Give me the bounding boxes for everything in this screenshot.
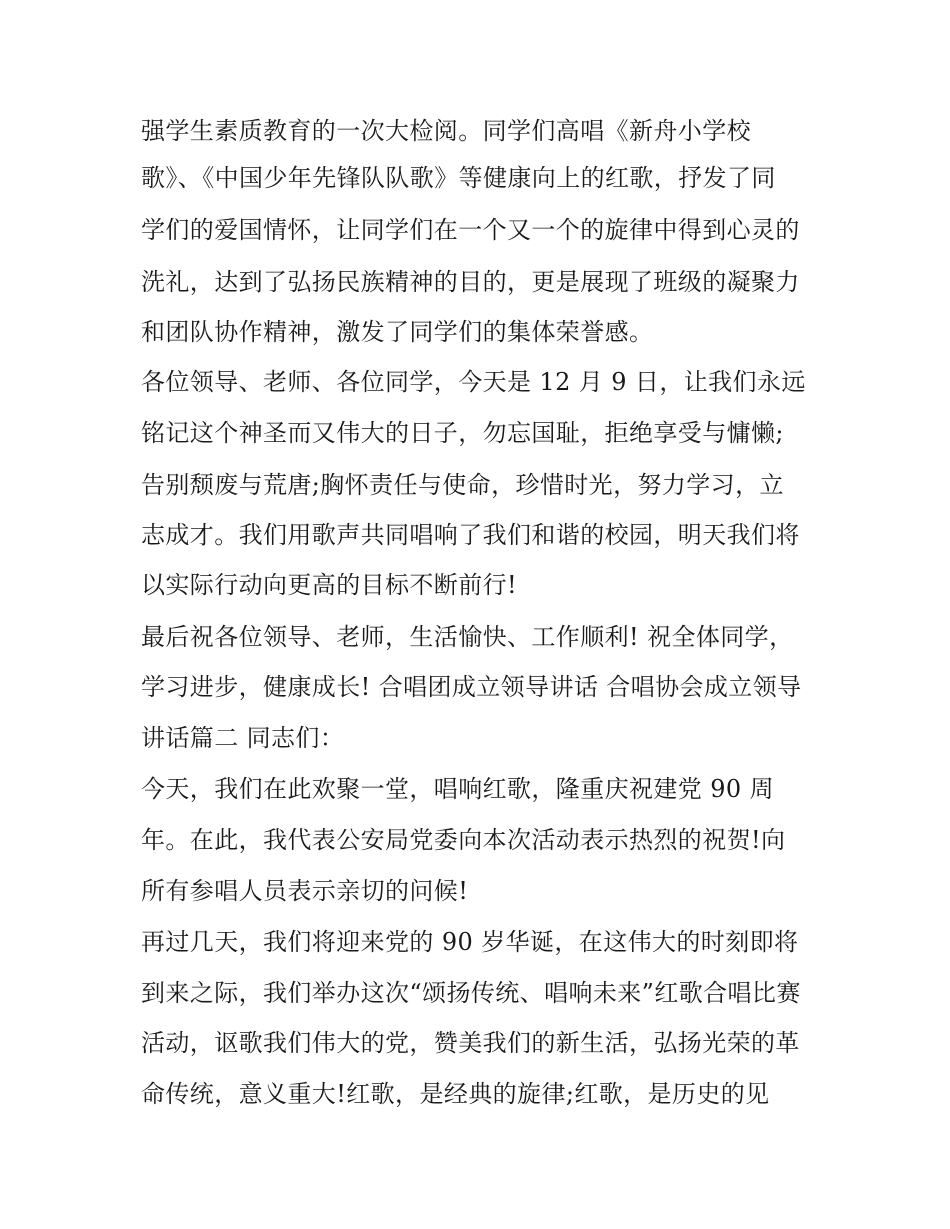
text-line: 志成才。我们用歌声共同唱响了我们和谐的校园，明天我们将 (141, 521, 800, 549)
text-line: 最后祝各位领导、老师，生活愉快、工作顺利! 祝全体同学， (141, 623, 794, 651)
text-line: 歌》、《中国少年先锋队队歌》等健康向上的红歌，抒发了同 (141, 164, 776, 192)
text-line: 今天，我们在此欢聚一堂，唱响红歌，隆重庆祝建党 90 周 (141, 775, 774, 803)
text-line: 年。在此，我代表公安局党委向本次活动表示热烈的祝贺!向 (141, 826, 786, 854)
text-line: 命传统，意义重大!红歌，是经典的旋律;红歌，是历史的见 (141, 1080, 770, 1108)
text-line: 以实际行动向更高的目标不断前行! (141, 571, 518, 599)
text-line: 讲话篇二 同志们： (141, 724, 345, 752)
text-line: 学们的爱国情怀，让同学们在一个又一个的旋律中得到心灵的 (141, 216, 800, 244)
text-line: 强学生素质教育的一次大检阅。同学们高唱《新舟小学校 (141, 117, 751, 145)
text-line: 告别颓废与荒唐;胸怀责任与使命，珍惜时光，努力学习，立 (141, 471, 784, 499)
text-line: 各位领导、老师、各位同学，今天是 12 月 9 日，让我们永远 (141, 368, 806, 396)
text-line: 洗礼，达到了弘扬民族精神的目的，更是展现了班级的凝聚力 (141, 268, 800, 296)
text-line: 学习进步，健康成长! 合唱团成立领导讲话 合唱协会成立领导 (141, 673, 802, 701)
text-line: 再过几天，我们将迎来党的 90 岁华诞，在这伟大的时刻即将 (141, 928, 799, 956)
text-line: 铭记这个神圣而又伟大的日子，勿忘国耻，拒绝享受与慵懒; (141, 419, 784, 447)
text-line: 到来之际，我们举办这次“颂扬传统、唱响未来”红歌合唱比赛 (141, 979, 801, 1007)
text-line: 和团队协作精神，激发了同学们的集体荣誉感。 (141, 318, 654, 346)
text-line: 活动，讴歌我们伟大的党，赞美我们的新生活，弘扬光荣的革 (141, 1029, 800, 1057)
text-line: 所有参唱人员表示亲切的问候! (141, 877, 469, 905)
